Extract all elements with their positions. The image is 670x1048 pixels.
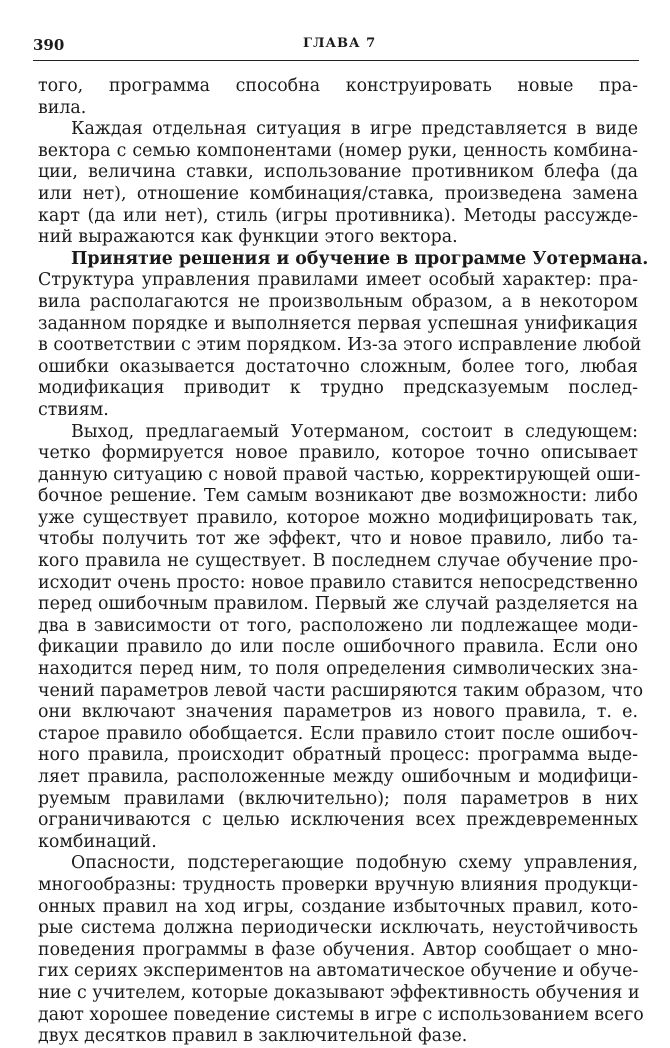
text-line: ограничиваются с целью исключения всех преждевременных bbox=[38, 810, 638, 831]
text-line: того, программа способна конструировать новые пра- bbox=[38, 76, 638, 96]
header-rule bbox=[33, 60, 639, 61]
page-body bbox=[38, 76, 649, 1048]
text-line: вектора с семью компонентами (номер руки, ценность комбина- bbox=[38, 140, 638, 161]
text-line: поведения программы в фазе обучения. Автор сообщает о мно- bbox=[38, 939, 638, 960]
text-line: данную ситуацию с новой правой частью, корректирующей оши- bbox=[38, 464, 641, 485]
text-line: уже существует правило, которое можно модифицировать так, bbox=[38, 507, 638, 528]
text-line: гих сериях экспериментов на автоматическое обучение и обуче- bbox=[38, 961, 639, 982]
text-line: двух десятков правил в заключительной фазе. bbox=[38, 1026, 468, 1047]
text-line: исходит очень просто: новое правило ставится непосредственно bbox=[38, 572, 638, 593]
text-line: ний выражаются как функции этого вектора. bbox=[38, 227, 458, 248]
text-line: рые система должна периодически исключать, неустойчивость bbox=[38, 918, 638, 939]
page-number: 390 bbox=[33, 36, 65, 54]
text-line: дают хорошее поведение системы в игре с использованием всего bbox=[38, 1004, 644, 1025]
text-line: перед ошибочным правилом. Первый же случай разделяется на bbox=[38, 594, 638, 615]
text-line: карт (да или нет), стиль (игры противника). Методы рассужде- bbox=[38, 205, 638, 226]
paragraph bbox=[38, 853, 644, 1047]
text-line: бочное решение. Тем самым возникают две возможности: либо bbox=[38, 486, 638, 507]
text-line: вила располагаются не произвольным образом, а в некотором bbox=[38, 291, 638, 312]
text-line: в соответствии с этим порядком. Из-за этого исправление любой bbox=[38, 335, 642, 356]
text-line: старое правило обобщается. Если правило стоит после ошибоч- bbox=[38, 723, 638, 744]
text-line: вила. bbox=[38, 97, 87, 118]
text-line: заданном порядке и выполняется первая успешная унификация bbox=[38, 313, 638, 334]
text-line: четко формируется новое правило, которое точно описывает bbox=[38, 443, 638, 464]
text-line: многообразны: трудность проверки вручную влияния продукци- bbox=[38, 874, 638, 895]
text-line: комбинаций. bbox=[38, 831, 157, 852]
text-line: Опасности, подстерегающие подобную схему управления, bbox=[71, 853, 638, 874]
paragraph bbox=[38, 76, 638, 119]
text-line: кого правила не существует. В последнем случае обучение про- bbox=[38, 551, 638, 572]
text-line: два в зависимости от того, расположено ли подлежащее моди- bbox=[38, 615, 638, 636]
text-line: ции, величина ставки, использование противником блефа (да bbox=[38, 162, 638, 183]
paragraph bbox=[38, 421, 644, 854]
text-line: модификация приводит к трудно предсказуемым послед- bbox=[38, 378, 638, 399]
text-line: ние с учителем, которые доказывают эффективность обучения и bbox=[38, 982, 640, 1003]
text-line: находится перед ним, то поля определения символических зна- bbox=[38, 659, 638, 680]
paragraph bbox=[38, 119, 638, 249]
text-line: ошибки оказывается достаточно сложным, более того, любая bbox=[38, 356, 638, 377]
paragraph bbox=[38, 248, 649, 422]
text-line: они включают значения параметров из нового правила, т. е. bbox=[38, 702, 638, 723]
text-line: фикации правило до или после ошибочного правила. Если оно bbox=[38, 637, 638, 658]
text-line: онных правил на ход игры, создание избыточных правил, кото- bbox=[38, 896, 638, 917]
text-line: Структура управления правилами имеет особый характер: пра- bbox=[38, 270, 638, 291]
text-line: чтобы получить тот же эффект, что и новое правило, либо та- bbox=[38, 529, 638, 550]
text-line: или нет), отношение комбинация/ставка, произведена замена bbox=[38, 183, 638, 204]
chapter-title: ГЛАВА 7 bbox=[303, 36, 377, 51]
text-line: ного правила, происходит обратный процесс: программа выде- bbox=[38, 745, 638, 766]
text-line: руемым правилами (включительно); поля параметров в них bbox=[38, 788, 638, 809]
text-line: Выход, предлагаемый Уотерманом, состоит в следующем: bbox=[71, 421, 638, 442]
page-header bbox=[33, 36, 637, 58]
section-heading: Принятие решения и обучение в программе Уотермана. bbox=[71, 248, 649, 269]
text-line: ляет правила, расположенные между ошибочным и модифици- bbox=[38, 767, 638, 787]
text-line: чений параметров левой части расширяются таким образом, что bbox=[38, 680, 644, 701]
text-line: ствиям. bbox=[38, 399, 109, 420]
text-line: Каждая отдельная ситуация в игре представляется в виде bbox=[71, 119, 638, 140]
